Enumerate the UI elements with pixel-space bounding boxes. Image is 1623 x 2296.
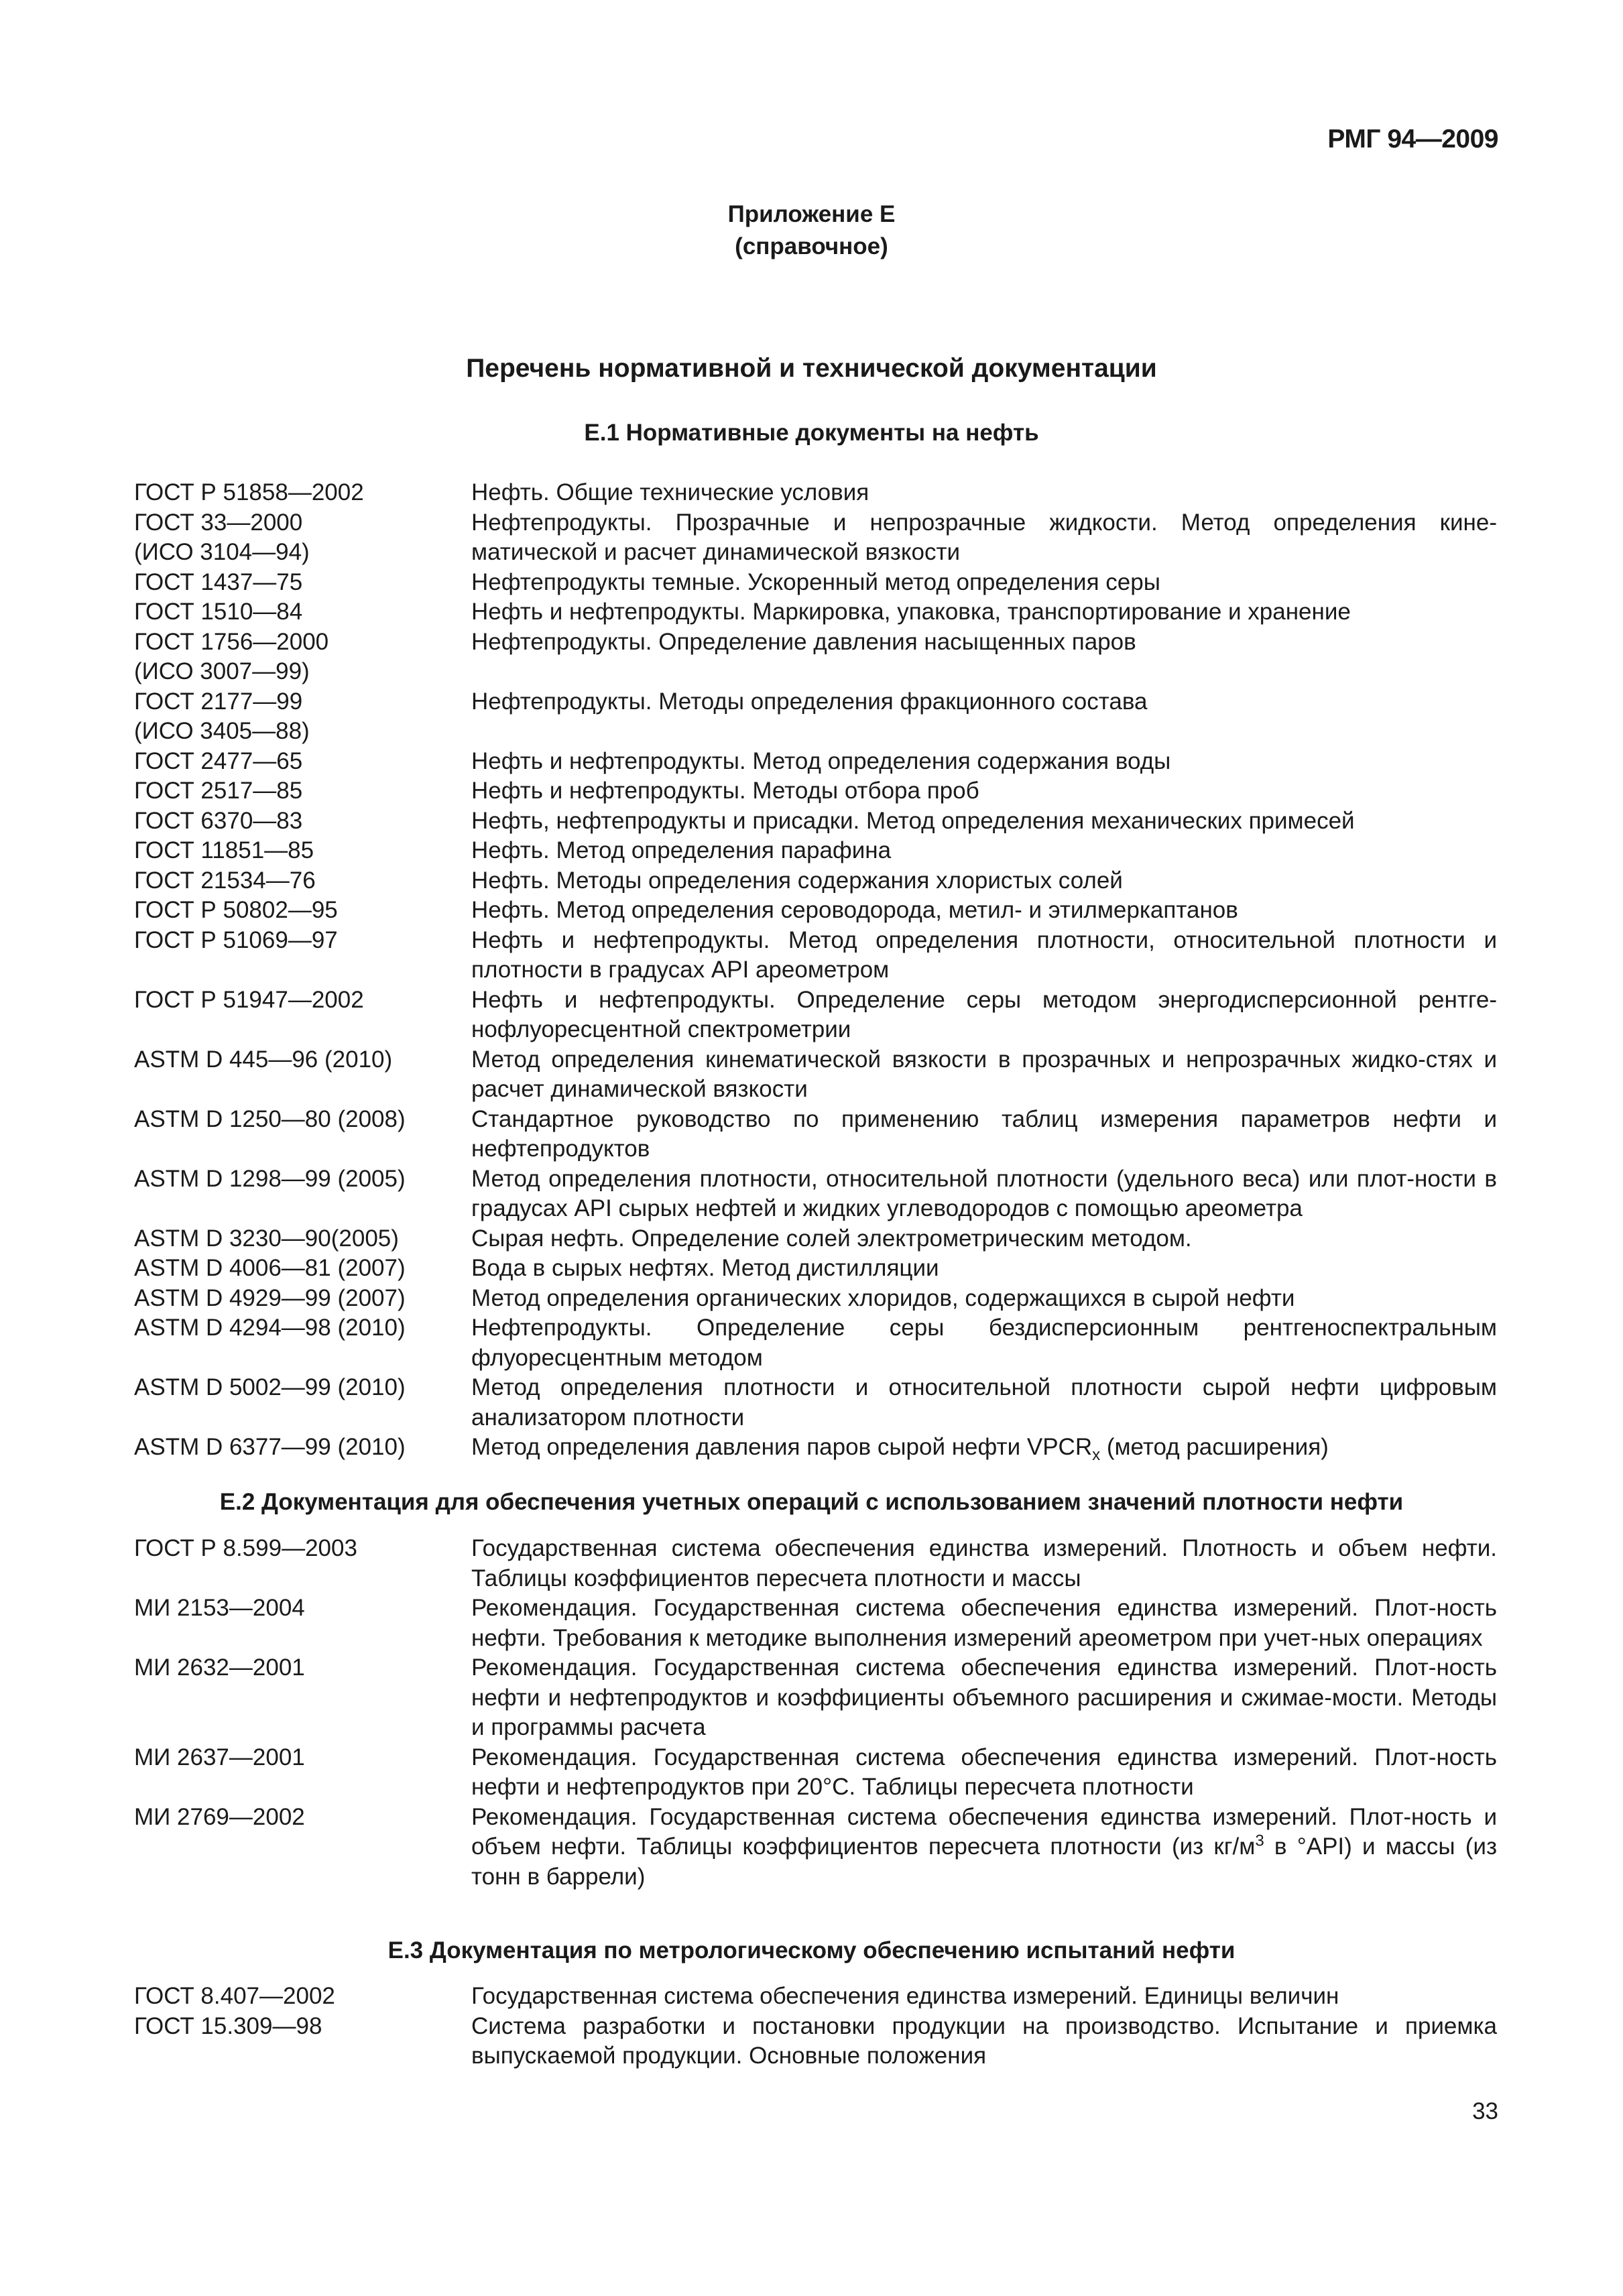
list-item [134,1105,1497,1164]
document-code-cell: ASTM D 1298—99 (2005) [134,1165,406,1192]
section-title-e2: Е.2 Документация для обеспечения учетных операций с использованием значений плотности нефти [219,1489,1404,1515]
document-code-cell: ГОСТ 2517—85 [134,778,303,804]
section-e3-list [134,1982,1497,2071]
list-item [134,1254,1497,1284]
document-code-cell: ГОСТ 33—2000 (ИСО 3104—94) [134,509,310,565]
document-description-cell: Нефть, нефтепродукты и присадки. Метод определения механических примесей [471,807,1355,834]
list-item [134,1803,1497,1892]
list-item [134,1534,1497,1593]
list-item [134,1373,1497,1433]
list-item [134,747,1497,777]
list-item [134,1284,1497,1314]
document-description-cell: Нефть. Метод определения сероводорода, метил- и этилмеркаптанов [471,897,1238,923]
list-item [134,926,1497,985]
document-description-cell: Нефть. Метод определения парафина [471,837,892,863]
list-item [134,568,1497,598]
document-description-cell [471,1803,1497,1892]
list-item [134,1433,1497,1463]
document-code-cell: МИ 2637—2001 [134,1744,305,1770]
document-code-cell: ГОСТ Р 50802—95 [134,897,338,923]
list-item [134,806,1497,837]
list-item [134,687,1497,747]
list-item [134,1982,1497,2012]
document-description-cell: Метод определения кинематической вязкости в прозрачных и непрозрачных жидко-стях и расчет динамической вязкости [471,1046,1497,1102]
list-item [134,1164,1497,1224]
document-code-cell: ГОСТ 6370—83 [134,807,303,834]
list-item [134,776,1497,806]
list-item [134,478,1497,508]
superscript-text: 3 [1255,1831,1264,1850]
document-description-cell: Метод определения плотности и относительной плотности сырой нефти цифровым анализатором плотности [471,1374,1497,1431]
document-code-cell: ГОСТ Р 51858—2002 [134,479,364,505]
document-code-cell: ГОСТ 8.407—2002 [134,1983,335,2009]
list-item [134,1653,1497,1743]
document-description-cell: Метод определения органических хлоридов, содержащихся в сырой нефти [471,1284,1295,1311]
section-e1-list [134,478,1497,1463]
document-description-cell: Система разработки и постановки продукции на производство. Испытание и приемка выпускаемой продукции. Основные положения [471,2012,1497,2069]
list-item [134,2012,1497,2071]
list-item [134,1313,1497,1373]
document-description-cell: Нефть и нефтепродукты. Маркировка, упаковка, транспортирование и хранение [471,599,1351,625]
description-text: Метод определения давления паров сырой нефти VPCR [471,1434,1093,1460]
document-code-cell: ASTM D 5002—99 (2010) [134,1374,406,1400]
document-code-cell: ASTM D 4294—98 (2010) [134,1315,406,1341]
document-description-cell: Нефтепродукты. Определение серы бездисперсионным рентгеноспектральным флуоресцентным методом [471,1315,1497,1371]
document-description-cell: Сырая нефть. Определение солей электрометрическим методом. [471,1225,1192,1252]
list-item [134,836,1497,866]
document-description-cell: Нефтепродукты. Прозрачные и непрозрачные жидкости. Метод определения кине-матической и расчет динамической вязкости [471,509,1497,565]
appendix-title: Приложение Е [727,201,896,227]
document-code-cell: ASTM D 4006—81 (2007) [134,1255,406,1281]
document-description-cell: Нефть и нефтепродукты. Методы отбора проб [471,778,979,804]
document-description-cell: Вода в сырых нефтях. Метод дистилляции [471,1255,939,1281]
document-code-cell: МИ 2769—2002 [134,1803,305,1830]
list-item [134,1045,1497,1105]
document-description-cell: Нефтепродукты. Методы определения фракционного состава [471,688,1148,715]
document-code-cell: МИ 2153—2004 [134,1595,305,1621]
list-item [134,597,1497,627]
document-description-cell: Рекомендация. Государственная система обеспечения единства измерений. Плот-ность нефти и нефтепродуктов и коэффициенты объемного расширения и сжимае-мости. Методы и программы расчета [471,1654,1497,1740]
document-code-cell: ГОСТ Р 51947—2002 [134,986,364,1013]
appendix-type: (справочное) [735,233,888,259]
list-item [134,896,1497,926]
document-code-cell: ГОСТ 15.309—98 [134,2012,322,2039]
subscript-text: x [1092,1446,1101,1464]
list-item [134,508,1497,568]
document-description-cell: Государственная система обеспечения единства измерений. Плотность и объем нефти. Таблицы коэффициентов пересчета плотности и массы [471,1535,1497,1591]
document-description-cell: Нефтепродукты темные. Ускоренный метод определения серы [471,568,1160,595]
page-number: 33 [1472,2098,1498,2124]
list-item [134,1743,1497,1803]
section-title-e3: Е.3 Документация по метрологическому обеспечению испытаний нефти [387,1937,1236,1963]
list-item [134,1224,1497,1254]
document-description-cell [471,1433,1497,1463]
main-title: Перечень нормативной и технической документации [466,354,1157,383]
description-text: в °API) и массы (из тонн в баррели) [471,1833,1497,1890]
document-code-cell: МИ 2632—2001 [134,1654,305,1681]
document-code-cell: ГОСТ 2177—99 (ИСО 3405—88) [134,688,310,744]
document-description-cell: Рекомендация. Государственная система обеспечения единства измерений. Плот-ность нефти. Требования к методике выполнения измерений ареометром при учет-ных операциях [471,1595,1497,1651]
list-item [134,627,1497,687]
document-description-cell: Стандартное руководство по применению таблиц измерения параметров нефти и нефтепродуктов [471,1105,1497,1162]
document-code-cell: ASTM D 6377—99 (2010) [134,1434,406,1460]
section-e2-list [134,1534,1497,1892]
document-code-cell: ГОСТ 1756—2000 (ИСО 3007—99) [134,628,329,684]
document-code-cell: ASTM D 1250—80 (2008) [134,1105,406,1132]
document-description-cell: Нефтепродукты. Определение давления насыщенных паров [471,628,1136,655]
document-code-cell: ГОСТ 1510—84 [134,599,303,625]
document-code-cell: ГОСТ 1437—75 [134,568,303,595]
document-code-cell: ASTM D 3230—90(2005) [134,1225,399,1252]
document-code-cell: ГОСТ Р 51069—97 [134,926,338,953]
document-code-cell: ГОСТ 2477—65 [134,747,303,774]
document-code-cell: ГОСТ Р 8.599—2003 [134,1535,357,1561]
document-code: РМГ 94—2009 [1327,125,1498,154]
document-description-cell: Рекомендация. Государственная система обеспечения единства измерений. Плот-ность нефти и нефтепродуктов при 20°С. Таблицы пересчета плотности [471,1744,1497,1800]
document-description-cell: Нефть и нефтепродукты. Метод определения плотности, относительной плотности и плотности в градусах API ареометром [471,926,1497,983]
document-description-cell: Государственная система обеспечения единства измерений. Единицы величин [471,1983,1339,2009]
document-description-cell: Нефть и нефтепродукты. Определение серы методом энергодисперсионной рентге-нофлуоресцентной спектрометрии [471,986,1497,1042]
document-description-cell: Нефть. Общие технические условия [471,479,869,505]
document-description-cell: Метод определения плотности, относительной плотности (удельного веса) или плот-ности в градусах API сырых нефтей и жидких углеводородов с помощью ареометра [471,1165,1497,1221]
document-code-cell: ГОСТ 11851—85 [134,837,314,863]
description-text: (метод расширения) [1100,1434,1329,1460]
document-code-cell: ГОСТ 21534—76 [134,867,316,894]
description-text: Рекомендация. Государственная система обеспечения единства измерений. Плот-ность и объем нефти. Таблицы коэффициентов пересчета плотности (из кг/м [471,1803,1497,1860]
document-description-cell: Нефть и нефтепродукты. Метод определения содержания воды [471,747,1171,774]
document-description-cell: Нефть. Методы определения содержания хлористых солей [471,867,1123,894]
document-code-cell: ASTM D 4929—99 (2007) [134,1284,406,1311]
list-item [134,1593,1497,1653]
list-item [134,866,1497,896]
document-code-cell: ASTM D 445—96 (2010) [134,1046,393,1073]
section-title-e1: Е.1 Нормативные документы на нефть [584,420,1039,446]
list-item [134,985,1497,1045]
